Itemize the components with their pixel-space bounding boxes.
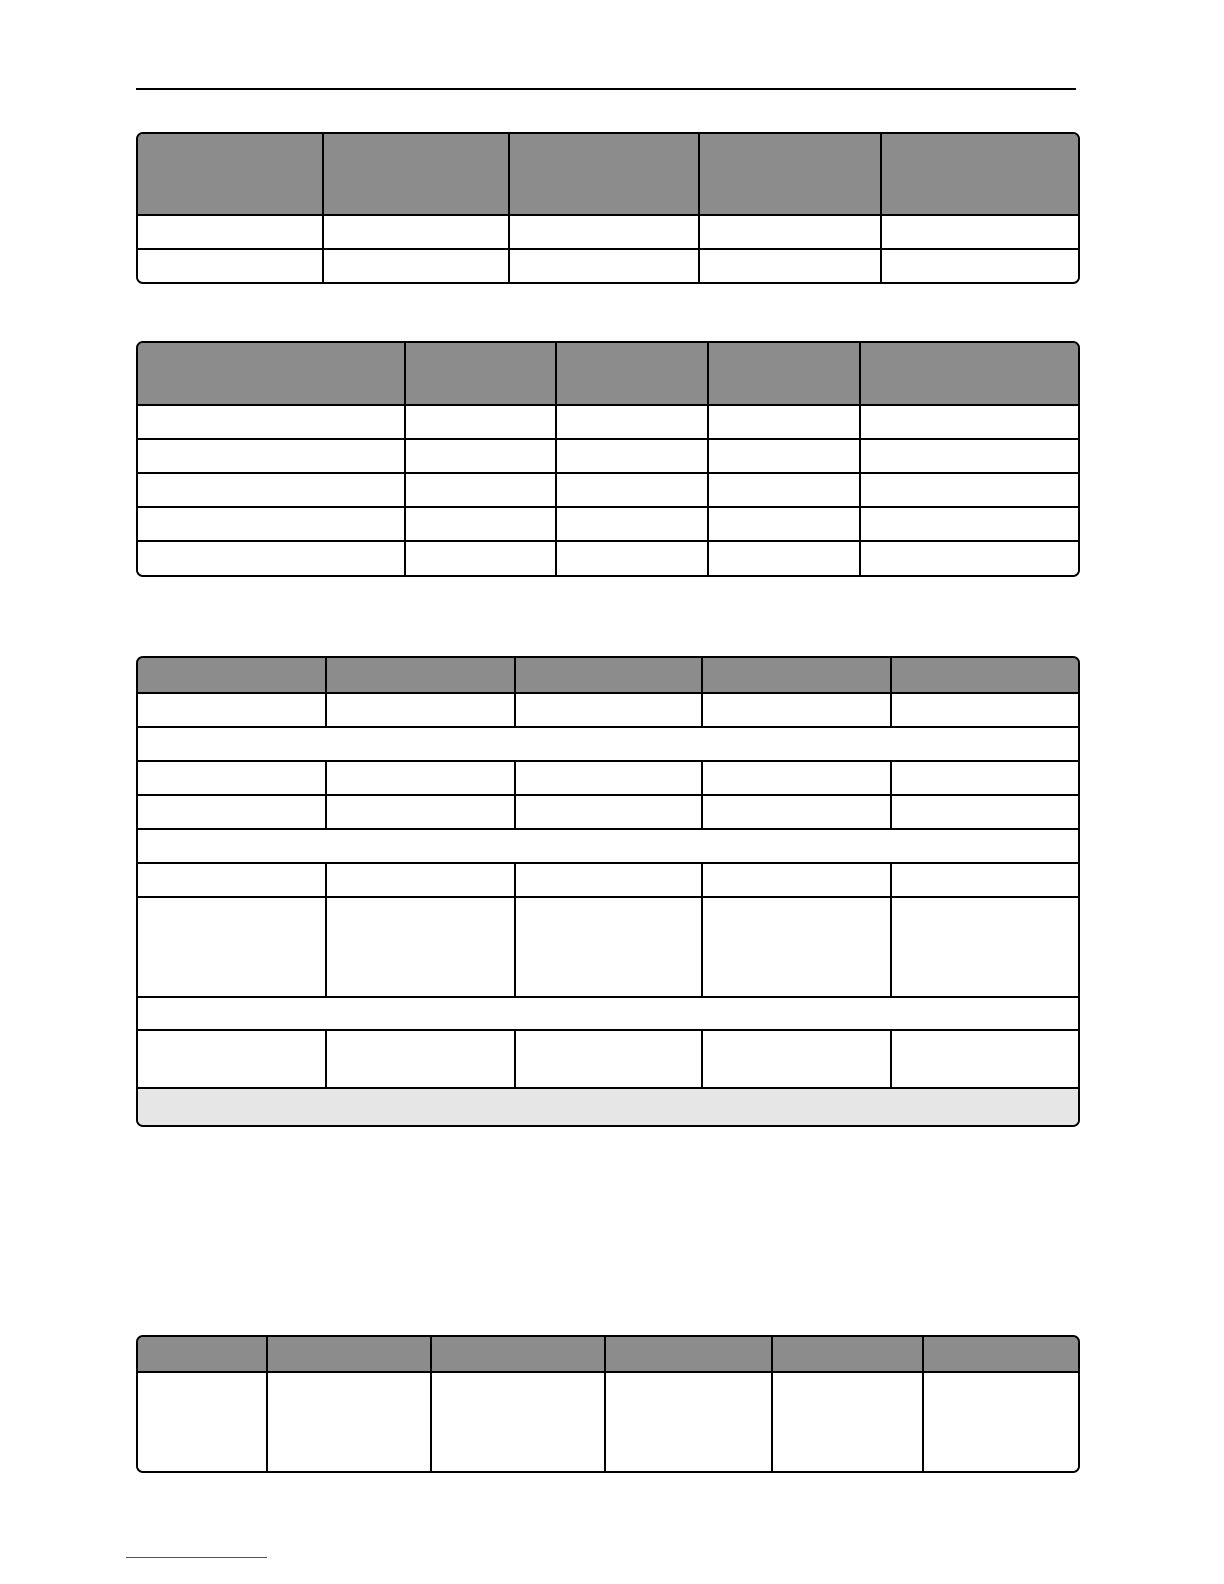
table-cell: [138, 250, 324, 282]
table-row: [138, 542, 1078, 575]
table-cell: [327, 898, 516, 998]
section-row: [138, 830, 1078, 864]
table-cell: [324, 216, 510, 250]
table-row: [138, 440, 1078, 474]
table-cell: [709, 406, 861, 440]
table-cell: [138, 440, 406, 474]
table-cell: [892, 694, 1078, 728]
table-cell: [557, 406, 709, 440]
table-2: [136, 341, 1080, 577]
table-cell: [516, 694, 703, 728]
header-cell: [510, 134, 700, 216]
table-cell: [882, 250, 1078, 282]
table-cell: [406, 508, 557, 542]
header-cell: [773, 1337, 924, 1373]
table-cell: [406, 474, 557, 508]
header-cell: [606, 1337, 773, 1373]
table-row: [138, 216, 1078, 250]
table-cell: [709, 440, 861, 474]
section-row: [138, 728, 1078, 762]
table-cell: [138, 216, 324, 250]
table-cell: [703, 762, 892, 796]
table-cell: [516, 864, 703, 898]
table-cell: [861, 440, 1078, 474]
table-cell: [327, 762, 516, 796]
table-cell: [709, 474, 861, 508]
table-cell: [406, 406, 557, 440]
table-cell: [882, 216, 1078, 250]
table-row: [138, 796, 1078, 830]
table-header-row: [138, 343, 1078, 406]
table-cell: [892, 1031, 1078, 1089]
header-cell: [138, 1337, 268, 1373]
header-cell: [324, 134, 510, 216]
table-cell: [557, 508, 709, 542]
table-cell: [892, 864, 1078, 898]
table-cell: [516, 898, 703, 998]
table-cell: [324, 250, 510, 282]
table-cell: [138, 1373, 268, 1471]
table-cell: [557, 440, 709, 474]
table-3: [136, 656, 1080, 1127]
table-cell: [861, 474, 1078, 508]
table-cell: [861, 508, 1078, 542]
header-cell: [406, 343, 557, 406]
table-cell: [709, 508, 861, 542]
table-cell: [327, 1031, 516, 1089]
table-row: [138, 250, 1078, 282]
header-rule: [136, 88, 1076, 90]
table-cell: [861, 542, 1078, 575]
table-cell: [268, 1373, 432, 1471]
table-cell: [606, 1373, 773, 1471]
table-cell: [703, 1031, 892, 1089]
table-cell: [138, 694, 327, 728]
table-row: [138, 474, 1078, 508]
table-row: [138, 898, 1078, 998]
header-cell: [703, 658, 892, 694]
table-cell: [557, 542, 709, 575]
table-cell: [138, 796, 327, 830]
header-cell: [138, 343, 406, 406]
table-cell: [138, 762, 327, 796]
table-cell: [703, 864, 892, 898]
footnote-link-rule: [126, 1557, 267, 1558]
table-cell: [327, 694, 516, 728]
header-cell: [861, 343, 1078, 406]
table-cell: [138, 864, 327, 898]
header-cell: [924, 1337, 1078, 1373]
table-cell: [773, 1373, 924, 1471]
table-cell: [138, 508, 406, 542]
section-cell: [138, 728, 1078, 762]
header-cell: [327, 658, 516, 694]
table-row: [138, 762, 1078, 796]
note-row: [138, 1089, 1078, 1125]
header-cell: [138, 658, 327, 694]
table-row: [138, 1373, 1078, 1471]
table-cell: [703, 898, 892, 998]
table-cell: [138, 474, 406, 508]
header-cell: [516, 658, 703, 694]
header-cell: [432, 1337, 606, 1373]
table-cell: [327, 796, 516, 830]
table-1: [136, 132, 1080, 284]
table-cell: [516, 1031, 703, 1089]
header-cell: [882, 134, 1078, 216]
header-cell: [709, 343, 861, 406]
table-header-row: [138, 1337, 1078, 1373]
table-cell: [703, 796, 892, 830]
table-cell: [924, 1373, 1078, 1471]
header-cell: [557, 343, 709, 406]
table-cell: [516, 796, 703, 830]
table-cell: [510, 250, 700, 282]
table-header-row: [138, 134, 1078, 216]
header-cell: [892, 658, 1078, 694]
table-cell: [709, 542, 861, 575]
table-cell: [327, 864, 516, 898]
table-cell: [510, 216, 700, 250]
section-cell: [138, 830, 1078, 864]
table-cell: [700, 250, 882, 282]
header-cell: [700, 134, 882, 216]
table-cell: [861, 406, 1078, 440]
table-cell: [700, 216, 882, 250]
section-row: [138, 998, 1078, 1031]
table-header-row: [138, 658, 1078, 694]
table-row: [138, 508, 1078, 542]
table-row: [138, 406, 1078, 440]
table-cell: [138, 1031, 327, 1089]
table-cell: [892, 898, 1078, 998]
table-cell: [432, 1373, 606, 1471]
section-cell: [138, 998, 1078, 1031]
table-row: [138, 864, 1078, 898]
table-row: [138, 694, 1078, 728]
table-cell: [892, 796, 1078, 830]
table-cell: [138, 542, 406, 575]
table-cell: [138, 898, 327, 998]
table-row: [138, 1031, 1078, 1089]
note-cell: [138, 1089, 1078, 1125]
header-cell: [138, 134, 324, 216]
table-cell: [406, 542, 557, 575]
table-cell: [406, 440, 557, 474]
table-cell: [892, 762, 1078, 796]
table-cell: [703, 694, 892, 728]
table-cell: [557, 474, 709, 508]
table-cell: [138, 406, 406, 440]
table-cell: [516, 762, 703, 796]
header-cell: [268, 1337, 432, 1373]
table-4: [136, 1335, 1080, 1473]
